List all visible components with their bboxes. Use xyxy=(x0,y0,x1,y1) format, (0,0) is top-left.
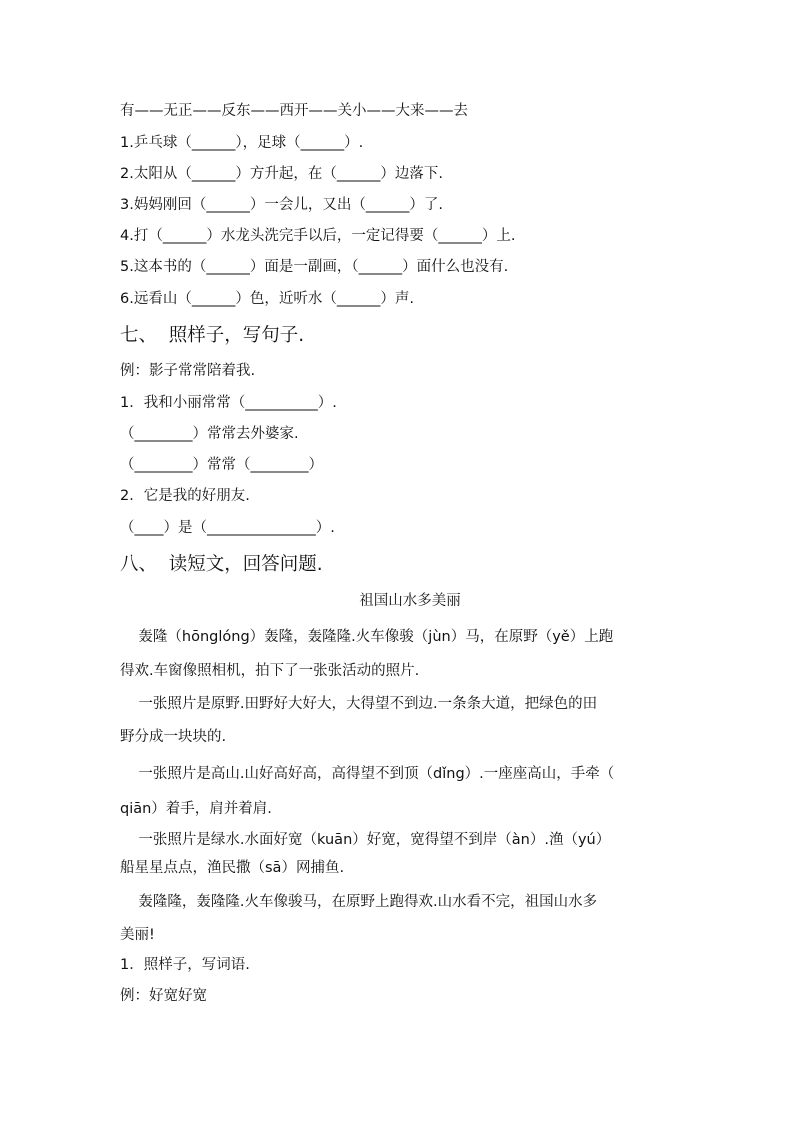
fill-blank-5: 5.这本书的（______）面是一副画，（______）面什么也没有. xyxy=(120,259,509,275)
fill-blank-4: 4.打（______）水龙头洗完手以后，一定记得要（______）上. xyxy=(120,228,516,244)
passage-line: 一张照片是原野.田野好大好大，大得望不到边.一条条大道，把绿色的田 xyxy=(120,696,598,712)
passage-line: 轰隆隆，轰隆隆.火车像骏马，在原野上跑得欢.山水看不完，祖国山水多 xyxy=(120,894,598,910)
passage-line: 美丽! xyxy=(120,927,155,943)
section8-heading: 八、 读短文，回答问题. xyxy=(120,554,323,575)
passage-title: 祖国山水多美丽 xyxy=(359,593,461,609)
fill-blank-1: 1.乒乓球（______），足球（______）. xyxy=(120,135,364,151)
fill-blank-3: 3.妈妈刚回（______）一会儿，又出（______）了. xyxy=(120,197,443,213)
section7-item-5: （____）是（_______________）. xyxy=(120,520,335,536)
section7-item-3: （________）常常（________） xyxy=(120,457,323,473)
passage-line: 船星星点点，渔民撒（sā）网捕鱼. xyxy=(120,860,345,876)
question-1-example: 例：好宽好宽 xyxy=(120,988,207,1004)
section7-heading: 七、 照样子，写句子. xyxy=(120,325,305,346)
passage-line: 野分成一块块的. xyxy=(120,729,227,745)
passage-line: 轰隆（hōnglóng）轰隆，轰隆隆.火车像骏（jùn）马，在原野（yě）上跑 xyxy=(120,629,614,645)
section7-item-4: 2．它是我的好朋友. xyxy=(120,488,250,504)
antonym-pairs: 有——无正——反东——西开——关小——大来——去 xyxy=(120,103,468,119)
passage-line: 一张照片是绿水.水面好宽（kuān）好宽，宽得望不到岸（àn）.渔（yú） xyxy=(120,832,611,848)
section7-example: 例：影子常常陪着我. xyxy=(120,363,256,379)
fill-blank-6: 6.远看山（______）色，近听水（______）声. xyxy=(120,291,414,307)
passage-line: 一张照片是高山.山好高好高，高得望不到顶（dǐng）.一座座高山，手牵（ xyxy=(120,766,615,782)
section7-item-1: 1．我和小丽常常（__________）. xyxy=(120,395,337,411)
passage-line: 得欢.车窗像照相机，拍下了一张张活动的照片. xyxy=(120,663,420,679)
fill-blank-2: 2.太阳从（______）方升起，在（______）边落下. xyxy=(120,166,443,182)
question-1: 1．照样子，写词语. xyxy=(120,957,250,973)
passage-line: qiān）着手，肩并着肩. xyxy=(120,801,272,817)
section7-item-2: （________）常常去外婆家. xyxy=(120,426,299,442)
